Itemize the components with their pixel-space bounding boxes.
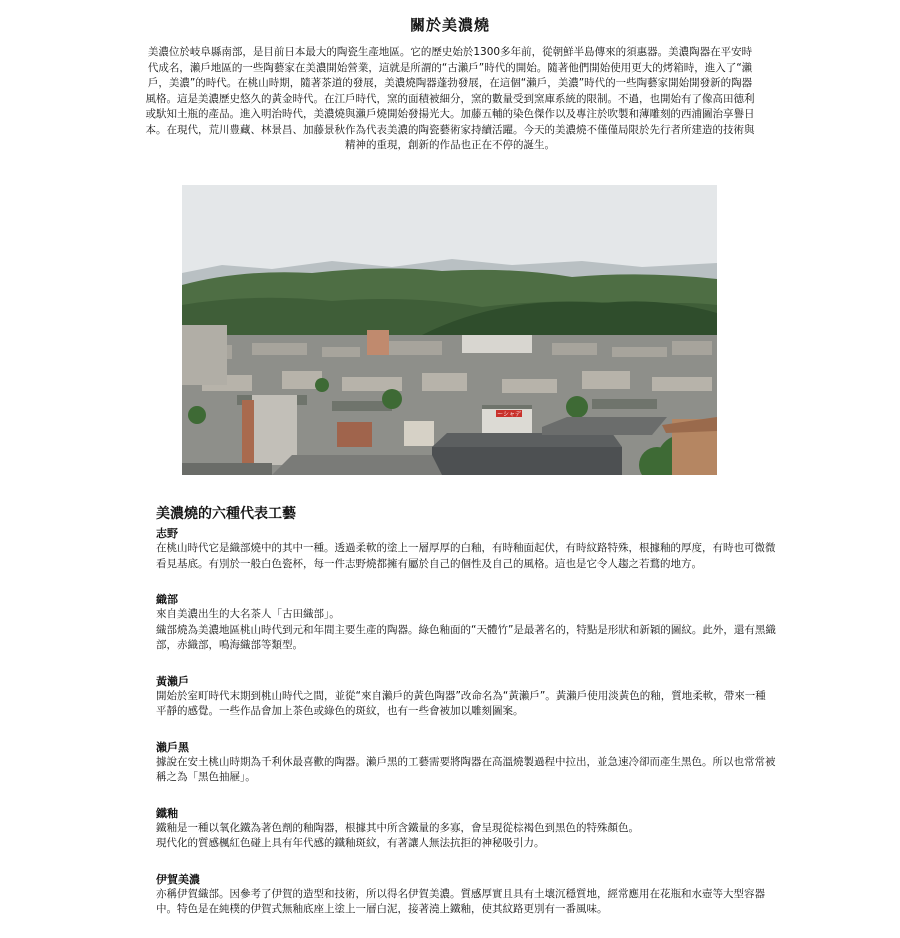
town-landscape-photo — [182, 185, 717, 475]
craft-description: 亦稱伊賀織部。因參考了伊賀的造型和技術，所以得名伊賀美濃。質感厚實且具有土壤沉穩質地，經常應用在花瓶和水壺等大型容器中。特色是在純樸的伊賀式無釉底座上塗上一層白泥，接著澆上鐵釉，使其紋路更別有一番風味。 — [156, 887, 765, 915]
craft-item — [156, 872, 776, 918]
crafts-section-title: 美濃燒的六種代表工藝 — [156, 506, 296, 522]
craft-description: 來自美濃出生的大名茶人「古田織部」。 織部燒為美濃地區桃山時代到元和年間主要生產的陶器。綠色釉面的“天體竹”是最著名的，特點是形狀和新穎的圖紋。此外，還有黑織部，赤織部，鳴海織部等類型。 — [156, 608, 776, 651]
craft-description: 在桃山時代它是織部燒中的其中一種。透過柔軟的塗上一層厚厚的白釉，有時釉面起伏，有時紋路特殊，根據釉的厚度，有時也可微微看見基底。有別於一般白色瓷杯，每一件志野燒都擁有屬於自己的個性及自己的風格。這也是它令人趨之若鶩的地方。 — [156, 542, 776, 570]
craft-name: 志野 — [156, 527, 178, 540]
craft-name: 織部 — [156, 593, 178, 606]
craft-name: 瀨戶黑 — [156, 740, 189, 754]
craft-item — [156, 674, 776, 720]
craft-description: 據說在安土桃山時期為千利休最喜歡的陶器。瀨戶黑的工藝需要將陶器在高溫燒製過程中拉出，並急速冷卻而產生黑色。所以也常常被稱之為「黑色抽屜」。 — [156, 755, 776, 783]
craft-name: 伊賀美濃 — [156, 872, 200, 886]
crafts-list — [156, 526, 776, 938]
intro-paragraph: 美濃位於岐阜縣南部，是目前日本最大的陶瓷生產地區。它的歷史始於1300多年前，從朝鮮半島傳來的須惠器。美濃陶器在平安時代成名，瀨戶地區的一些陶藝家在美濃開始營業，這就是所謂的“古瀨戶”時代的開始。隨著他們開始使用更大的烤箱時，進入了“瀨戶，美濃”的時代。在桃山時期，隨著茶道的發展，美濃燒陶器蓬勃發展，在這個“瀨戶，美濃”時代的一些陶藝家開始開發新的陶器風格。這是美濃歷史悠久的黃金時代。在江戶時代，窯的面積被細分，窯的數量受到窯庫系統的限制。不過，也開始有了像高田德利或馱知土瓶的產品。進入明治時代，美濃燒與瀨戶燒開始發揚光大。加藤五輔的染色傑作以及專注於吹製和薄雕刻的西浦圖治享譽日本。在現代，荒川豊藏、林景昌、加藤景秋作為代表美濃的陶瓷藝術家持續活躍。今天的美濃燒不僅僅局限於先行者所建造的技術與精神的重現，創新的作品也正在不停的誕生。 — [145, 46, 755, 151]
page-title: 關於美濃燒 — [409, 16, 490, 34]
craft-item — [156, 526, 776, 572]
craft-description: 開始於室町時代末期到桃山時代之間，並從“來自瀨戶的黃色陶器”改命名為“黃瀨戶”。黃瀨戶使用淡黃色的釉，質地柔軟，帶來一種平靜的感覺。一些作品會加上茶色或綠色的斑紋，也有一些會被加以雕刻圖案。 — [156, 689, 766, 717]
craft-item — [156, 806, 776, 852]
craft-name: 黃瀨戶 — [156, 674, 189, 688]
sign-text: ーシャデ — [497, 411, 521, 418]
craft-description: 鐵釉是一種以氧化鐵為著色劑的釉陶器，根據其中所含鐵量的多寡，會呈現從棕褐色到黑色的特殊顏色。 現代化的質感楓紅色碰上具有年代感的鐵釉斑紋，有著讓人無法抗拒的神秘吸引力。 — [156, 821, 639, 849]
craft-name: 鐵釉 — [156, 806, 178, 820]
craft-item — [156, 592, 776, 654]
craft-item — [156, 740, 776, 786]
